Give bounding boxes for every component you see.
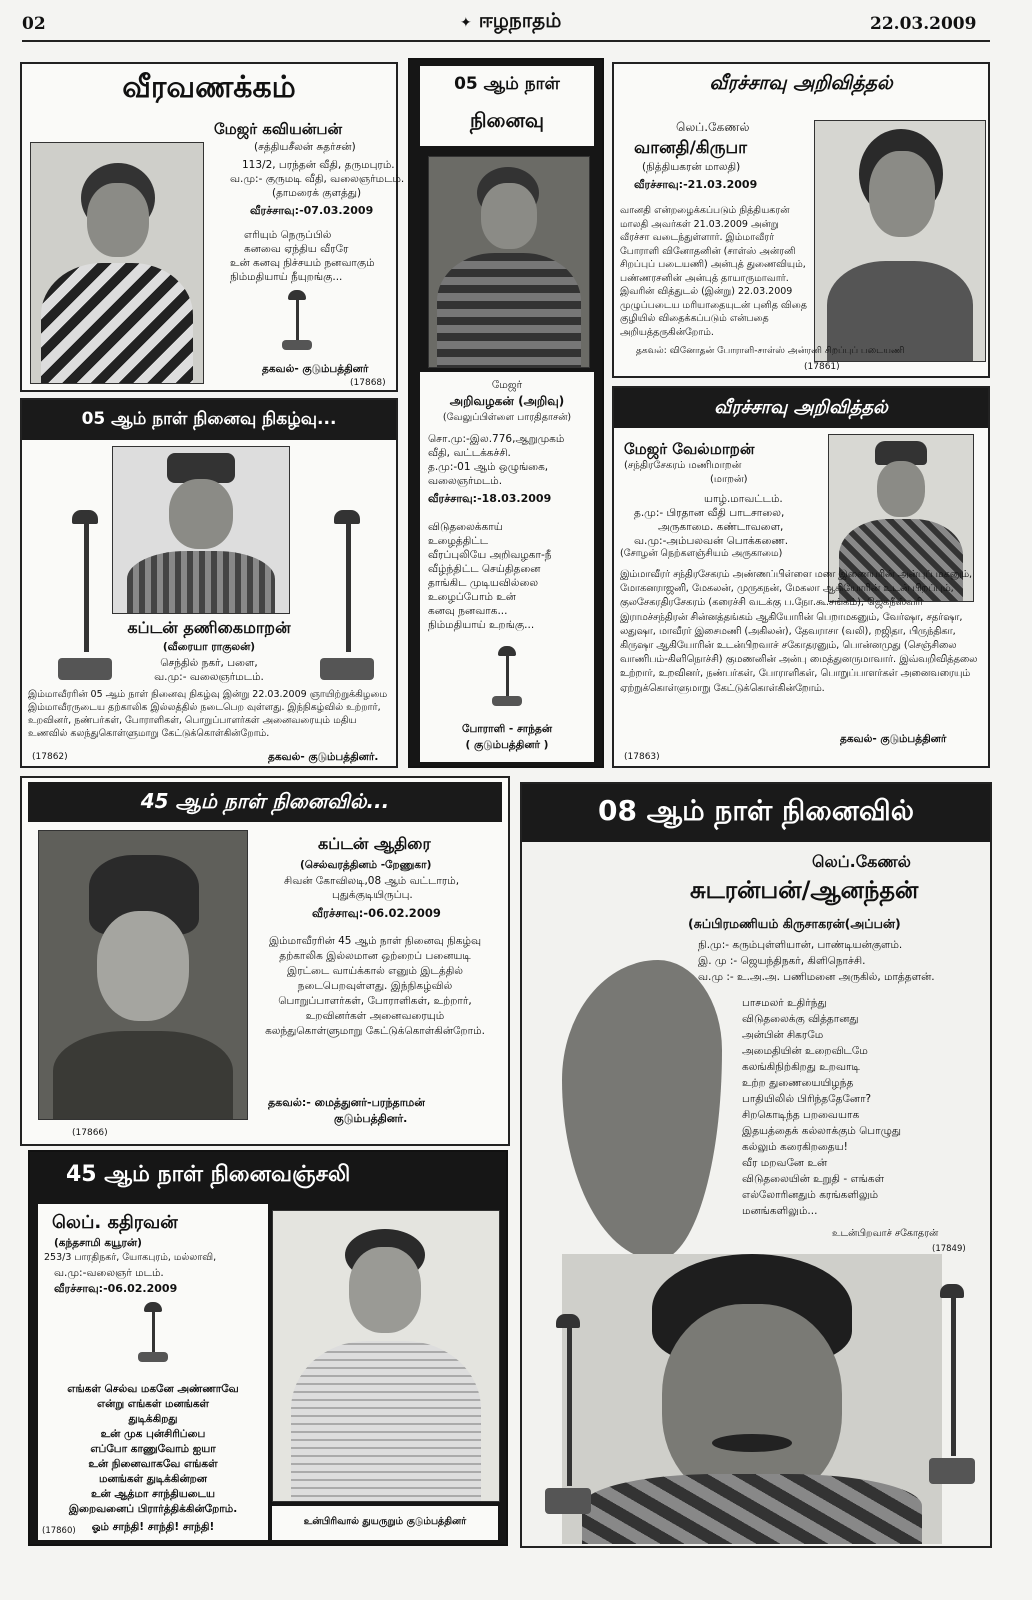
- verse-line: பாதியிலில் பிரிந்ததேனோ?: [742, 1093, 872, 1105]
- text-panel: [38, 1204, 268, 1540]
- ad-code: (17861): [804, 362, 840, 372]
- death-date: வீரச்சாவு:-07.03.2009: [250, 204, 374, 217]
- verse-line: உழைப்போம் உன்: [428, 591, 516, 603]
- name: சுடரன்பன்/ஆனந்தன்: [690, 876, 919, 904]
- rank-name: லெப். கதிரவன்: [52, 1212, 178, 1233]
- real-name: (செல்வரத்தினம் -றேணுகா): [300, 859, 432, 871]
- verse-line: அமைதியின் உறைவிடமே: [742, 1045, 868, 1057]
- address-line: வ.மு:-வலைஞர் மடம்.: [54, 1267, 164, 1279]
- rifle-helmet-emblem-icon: [272, 290, 322, 350]
- rank: லெப்.கேணல்: [676, 120, 750, 134]
- address-line: யாழ்.மாவட்டம்.: [704, 493, 783, 505]
- death-date: வீரச்சாவு:-18.03.2009: [428, 492, 552, 505]
- address-line: வ.மு :- உ.அ.அ. பணிமனை அருகில், மாத்தளன்.: [698, 971, 935, 983]
- notice-paragraph: இம்மாவீரர் சந்திரசேகரம் அண்ணப்பிள்ளை மண இணையரின் அன்புப் மகனும், மோகனராஜனி, மேகலன், முருகநன், மேகலா ஆகியோரின் உடன் பிறப்பும், குலசேகரதிரசேகரம் (கரைச்சி வடக்கு ப.நோ.கூ.சங்கம்), ஜெகநீஸ்வரி இராமச்சந்திரன் சின்னத்தங்கம் ஆகியோரின் பெறாமகனும், வேர்ஷா, சதர்ஷா, லதுஷா, மாவீரர் இசைமணி (அகிலன்), தேவராசா (வலி), றஜிதா, பிருந்திகா, கிருஷா ஆகியோரின் உடன்பிறவாச் சகோதரனும், பொன்னமுது (செஞ்சிலை வாணிபம்-கிளிநொச்சி) குமணனின் அன்பு மைத்துனருமாவார். இவ்வறிவித்தலை உற்றார், உறவினர், நண்பர்கள், போராளிகள், பொறுப்பாளர்கள் அனைவரையும் ஏற்றுக்கொள்ளுமாறு கேட்டுக்கொள்கின்றோம்.: [620, 569, 978, 694]
- address-line: அருகாமை. கண்டாவளை,: [658, 521, 784, 533]
- title-bar: [614, 388, 988, 428]
- address-line: இ. மு :- ஜெயந்திநகர், கிளிநொச்சி.: [698, 955, 866, 967]
- page-number: 02: [22, 14, 46, 34]
- ad-code: (17863): [624, 752, 660, 762]
- info-credit: உடன்பிறவாச் சகோதரன்: [832, 1228, 939, 1239]
- real-name: (சுப்பிரமணியம் கிருசாகரன்(அப்பன்): [688, 916, 901, 931]
- ad-title: வீரச்சாவு அறிவித்தல்: [709, 72, 893, 94]
- title-panel: [420, 66, 594, 146]
- real-name: (மாறன்): [710, 474, 748, 485]
- verse-line: விடுதலைக்கு வித்தானது: [742, 1013, 859, 1025]
- info-credit: உன்பிரிவால் துயருறும் குடும்பத்தினர்: [303, 1516, 467, 1527]
- island-map-silhouette: [562, 960, 722, 1260]
- verse-line: எங்கள் செல்வ மகனே அண்ணாவே: [67, 1383, 239, 1395]
- verse-line: நிம்மதியாய் நீயுறங்கு...: [230, 271, 343, 283]
- verse-line: வீரப்புலியே அறிவழகா-நீ: [428, 549, 552, 561]
- rifle-helmet-emblem-icon: [50, 510, 120, 680]
- rifle-helmet-emblem-icon: [312, 510, 382, 680]
- ad-title: 05 ஆம் நாள்: [454, 74, 560, 94]
- mustache: [712, 1434, 792, 1452]
- address-line: த.மு:- பிரதான வீதி பாடசாலை,: [634, 507, 785, 519]
- issue-date: 22.03.2009: [870, 14, 977, 34]
- verse-line: கனவு நனவாக...: [428, 605, 508, 617]
- rank-name: மேஜர் கவியன்பன்: [214, 120, 343, 138]
- ad-title: 45 ஆம் நாள் நினைவில்...: [140, 789, 390, 813]
- real-name: (வேலுப்பிள்ளை பாரதிதாசன்): [442, 412, 572, 423]
- verse-line: எப்போ காணுவோம் ஐயா: [90, 1443, 216, 1455]
- rifle-helmet-emblem-icon: [538, 1314, 598, 1514]
- death-notice-velmaran: [612, 386, 990, 768]
- info-credit: தகவல்: வினோதன் போராளி-சாள்ஸ் அன்ரனி சிறப்புப் படையணி: [636, 346, 905, 356]
- address-line: த.மு:-01 ஆம் ஒழுங்கை,: [428, 461, 549, 473]
- rank-name: கப்டன் தணிகைமாறன்: [127, 618, 291, 637]
- portrait-photo: [562, 1254, 942, 1544]
- name: அறிவழகன் (அறிவு): [449, 394, 565, 408]
- tribute-ad-arivazhagan: [408, 58, 604, 768]
- real-name: (வீரையா ராகுலன்): [162, 641, 256, 653]
- verse-line: கனவை ஏந்திய வீரரே: [244, 243, 349, 255]
- verse-line: என்று எங்கள் மனங்கள்: [96, 1398, 210, 1410]
- verse-line: மனங்கள் துடிக்கின்றன: [99, 1473, 207, 1485]
- verse-line: கல்லும் கரைகிறதைய!: [742, 1141, 848, 1153]
- real-name: (சந்திரசேகரம் மணிமாறன்: [624, 460, 742, 471]
- verse-line: விடுதலையின் உறுதி - எங்கள்: [742, 1173, 885, 1185]
- address-line: வ.மு:-அம்பலவன் பொக்கணை.: [634, 535, 789, 547]
- ad-title: 08 ஆம் நாள் நினைவில்: [598, 794, 914, 827]
- portrait-photo: [814, 120, 986, 362]
- title-bar: [522, 784, 990, 842]
- real-name: (நித்தியகரன் மாலதி): [642, 161, 741, 173]
- ad-title: 05 ஆம் நாள் நினைவு நிகழ்வு...: [81, 409, 337, 429]
- address-line: வ.மு:- வலைஞர்மடம்.: [154, 671, 264, 683]
- verse-line: இதயத்தைக் கல்லாக்கும் பொழுது: [742, 1125, 901, 1137]
- masthead-logo: [460, 8, 561, 35]
- verse-line: உற்ற துணையையிழந்த: [742, 1077, 854, 1089]
- address-line: 113/2, பரந்தன் வீதி, தருமபுரம்.: [242, 159, 395, 171]
- verse-line: ஓம் சாந்தி! சாந்தி! சாந்தி!: [91, 1521, 215, 1533]
- caption-panel: [272, 1506, 498, 1540]
- portrait-photo: [38, 830, 248, 1120]
- info-credit: போராளி - சாந்தன்: [462, 723, 552, 735]
- ad-title: 45 ஆம் நாள் நினைவஞ்சலி: [66, 1162, 351, 1187]
- page-header: [0, 0, 1032, 46]
- header-rule: [22, 40, 990, 42]
- info-credit: தகவல்- குடும்பத்தினர்: [840, 733, 947, 745]
- address-line: (சோழன் நெற்களஞ்சியம் அருகாமை): [620, 548, 783, 559]
- info-credit: குடும்பத்தினர்.: [334, 1112, 408, 1125]
- verse-line: விடுதலைக்காய்: [428, 521, 503, 533]
- verse-line: பாசமலர் உதிர்ந்து: [742, 997, 827, 1009]
- ad-code: (17849): [932, 1244, 966, 1254]
- verse-line: உன் நினைவாகவே எங்கள்: [88, 1458, 218, 1470]
- rank-name: கப்டன் ஆதிரை: [318, 834, 431, 853]
- portrait-photo: [30, 142, 204, 384]
- info-credit: தகவல்- குடும்பத்தினர்: [262, 363, 369, 375]
- masthead-text: ஈழநாதம்: [478, 8, 562, 32]
- verse-line: இறைவனைப் பிரார்த்திக்கின்றோம்.: [68, 1503, 238, 1515]
- ad-title: நினைவு: [469, 108, 545, 132]
- death-notice-vanathi: [612, 62, 990, 378]
- ad-code: (17860): [42, 1526, 76, 1536]
- rank: லெப்.கேணல்: [812, 852, 911, 871]
- rank: மேஜர்: [491, 379, 523, 391]
- verse-line: உழைத்திட்ட: [428, 535, 489, 547]
- ad-code: (17862): [32, 752, 68, 762]
- death-date: வீரச்சாவு:-06.02.2009: [312, 906, 441, 920]
- ad-title: வீரவணக்கம்: [122, 70, 296, 105]
- address-line: வ.மு:- குருமடி வீதி, வலைஞர்மடம்.: [230, 173, 405, 185]
- remembrance-ad-sudaranban: [520, 782, 992, 1548]
- info-credit: தகவல்:- மைத்துனர்-பரந்தாமன்: [268, 1096, 425, 1109]
- address-line: வீதி, வட்டக்கச்சி.: [428, 447, 511, 459]
- address-line: நி.மு:- கரும்புள்ளியான், பாண்டியன்குளம்.: [698, 939, 903, 951]
- real-name: (கந்தசாமி கயூரன்): [54, 1237, 142, 1249]
- verse-line: வீழ்ந்திட்ட செய்திதனை: [428, 563, 541, 575]
- address-line: சிவன் கோவிலடி,08 ஆம் வட்டாரம்,: [284, 875, 460, 887]
- verse-line: சிறகொடிந்த பறவையாக: [742, 1109, 860, 1121]
- remembrance-ad-aathirai: [20, 776, 510, 1146]
- address-line: புதுக்குடியிருப்பு.: [332, 889, 413, 901]
- verse-line: கலங்கிநிற்கிறது உறவாடி: [742, 1061, 860, 1073]
- ad-title: வீரச்சாவு அறிவித்தல்: [714, 397, 888, 418]
- address-line: வலைஞர்மடம்.: [428, 475, 503, 487]
- remembrance-ad-thanikaimaran: [20, 398, 398, 768]
- verse-line: எரியும் நெருப்பில்: [244, 229, 332, 241]
- masthead-icon: ✦: [460, 15, 472, 31]
- verse-line: நிம்மதியாய் உறங்கு...: [428, 619, 535, 631]
- address-line: 253/3 பாரதிநகர், யோகபுரம், மல்லாவி,: [44, 1252, 217, 1263]
- name: வானதி/கிருபா: [634, 138, 747, 158]
- info-credit: ( குடும்பத்தினர் ): [465, 739, 549, 751]
- verse-line: உன் ஆத்மா சாந்தியடைய: [90, 1488, 215, 1500]
- portrait-photo: [428, 156, 590, 368]
- verse-line: அன்பின் சிகரமே: [742, 1029, 824, 1041]
- ad-code: (17868): [350, 378, 386, 388]
- death-date: வீரச்சாவு:-06.02.2009: [54, 1282, 178, 1295]
- ad-code: (17866): [72, 1128, 108, 1138]
- portrait-photo: [112, 446, 290, 614]
- real-name: (சத்தியசீலன் சுதர்சன்): [254, 141, 356, 153]
- text-panel: [420, 372, 594, 762]
- tribute-ad-kaviyanpan: [20, 62, 405, 392]
- verse-line: வீர மறவனே உன்: [742, 1157, 828, 1169]
- rank-name: மேஜர் வேல்மாறன்: [624, 440, 755, 458]
- notice-paragraph: வானதி என்றழைக்கப்படும் நித்தியகரன் மாலதி அவர்கள் 21.03.2009 அன்று வீரச்சா வடைந்துள்ளார். இம்மாவீரர் போராளி வினோதனின் (சாள்ஸ் அன்ரனி சிறப்புப் படையணி) அன்புத் துணைவியும், பண்ணரசனின் அன்புத் தாயாருமாவார். இவரின் வித்துடல் (இன்று) 22.03.2009 முழுப்படைய மரியாதையுடன் புனித விதை குழியில் விதைக்கப்படும் என்பதை அறியத்தருகின்றோம்.: [620, 205, 807, 338]
- address-line: செந்தில் நகர், பளை,: [160, 657, 258, 669]
- verse-line: துடிக்கிறது: [128, 1413, 178, 1425]
- verse-line: தாங்கிட முடியவில்லை: [428, 577, 539, 589]
- info-credit: தகவல்- குடும்பத்தினர்.: [268, 751, 379, 763]
- title-bar: [22, 400, 396, 440]
- address-line: (தாமரைக் குளத்து): [272, 187, 362, 199]
- notice-paragraph: இம்மாவீரரின் 45 ஆம் நாள் நினைவு நிகழ்வு தற்காலிக இல்லமான ஒற்றைப் பனையடி இரட்டை வாய்க்கால் எனும் இடத்தில் நடைபெறவுள்ளது. இந்நிகழ்வில் பொறுப்பாளர்கள், போராளிகள், உற்றார், உறவினர்கள் அனைவரையும் கலந்துகொள்ளுமாறு கேட்டுக்கொள்கின்றோம்.: [265, 935, 485, 1037]
- rifle-helmet-emblem-icon: [128, 1302, 178, 1362]
- remembrance-ad-kathiravan: [28, 1150, 508, 1546]
- address-line: சொ.மு:-இல.776,ஆறுமுகம்: [428, 433, 565, 445]
- verse-line: உன் கனவு நிச்சயம் நனவாகும்: [230, 257, 375, 269]
- notice-paragraph: இம்மாவீரரின் 05 ஆம் நாள் நினைவு நிகழ்வு இன்று 22.03.2009 ஞாயிற்றுக்கிழமை இம்மாவீரருடைய தற்காலிக இல்லத்தில் நடைபெற வுள்ளது. இந்நிகழ்வில் உற்றார், உறவினர், நண்பர்கள், போராளிகள், பொறுப்பாளர்கள் அனைவரையும் மதிய உணவில் கலந்துகொள்ளுமாறு கேட்டுக்கொள்கின்றோம்.: [28, 689, 388, 739]
- title-bar: [28, 782, 502, 822]
- verse-line: மனங்களிலும்...: [742, 1205, 818, 1217]
- verse-line: உன் முக புன்சிரிப்பை: [100, 1428, 206, 1440]
- rifle-helmet-emblem-icon: [922, 1284, 982, 1484]
- death-date: வீரச்சாவு:-21.03.2009: [634, 178, 758, 191]
- portrait-photo: [272, 1210, 500, 1502]
- rifle-helmet-emblem-icon: [482, 646, 532, 706]
- verse-line: எல்லோரினதும் கரங்களிலும்: [742, 1189, 879, 1201]
